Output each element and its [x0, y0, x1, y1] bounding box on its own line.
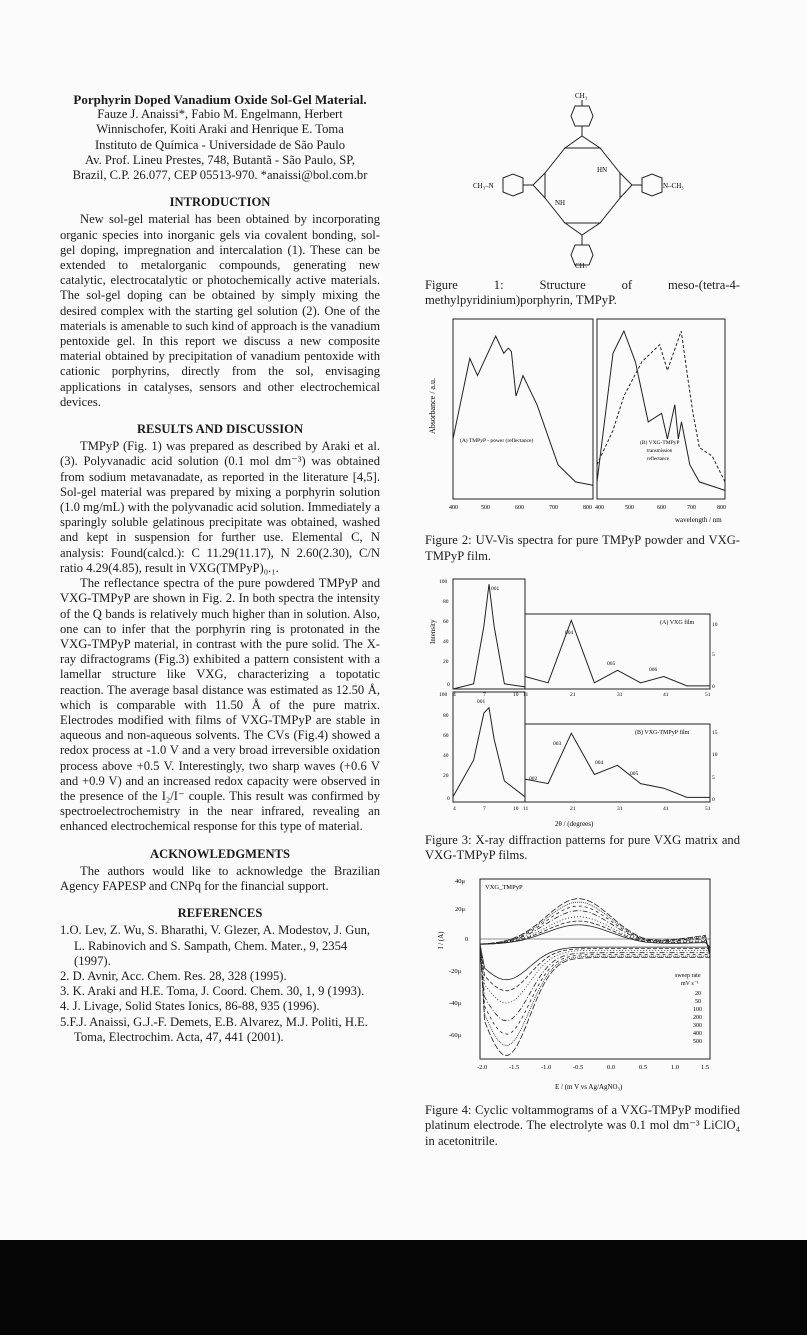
- pyridinium-ring-top: [571, 106, 593, 126]
- cv-xtick: 1.0: [671, 1064, 680, 1072]
- reference-list: [60, 923, 380, 1045]
- authors-line-2: Winnischofer, Koiti Araki and Henrique E. Toma: [96, 122, 344, 137]
- ack-text: The authors would like to acknowledge the Brazilian Agency FAPESP and CNPq for the financial support.: [60, 863, 380, 893]
- intro-heading: INTRODUCTION: [169, 195, 271, 210]
- xrd-label-a: (A) VXG film: [660, 619, 695, 626]
- xrd-peak-label: 004: [565, 629, 574, 636]
- uv-vis-panel-a-frame: [453, 319, 593, 499]
- cv-xtick: 0.5: [639, 1064, 648, 1072]
- uv-vis-xlabel: wavelength / nm: [675, 516, 722, 525]
- cv-legend-entry: 200: [693, 1015, 702, 1022]
- results-paragraph-2: The reflectance spectra of the pure powdered TMPyP and VXG-TMPyP are shown in Fig. 2. In both spectra the intensity of the Q bands is relatively much higher than in solution. Also, one can to infer that the porphyrin ring is protonated in the VXG-TMPyP material, in contrast with the pure solid. The X-ray difractograms (Fig.3) exhibited a pattern consistent with a lamellar structure like VXG, characterizing a topotatic reaction. The average basal distance was estimated as 12.50 Å, which is comparable with 11.50 Å of the pure matrix. Electrodes modified with films of VXG-TMPyP are stable in aqueous and non-aqueous solvents. The CVs (Fig.4) showed a redox process at -1.0 V and a very broad irreversible oxidation process above +0.5 V. Interestingly, two sharp waves (+0.6 V and +0.9 V) and an increased redox capacity were observed in the presence of the I₂/I⁻ couple. This result was confirmed by spectroelectrochemistry in the near infrared, revealing an enhanced electrochemical response for this type of material.: [60, 576, 380, 834]
- xrd-xtick: 11: [523, 805, 529, 812]
- pyridinium-ring-left: [503, 174, 523, 196]
- uv-vis-xtick: 500: [625, 505, 634, 512]
- cv-ytick: -20μ: [449, 968, 462, 976]
- xrd-xtick: 4: [453, 691, 456, 698]
- figure-2-caption: Figure 2: UV-Vis spectra for pure TMPyP powder and VXG-TMPyP film.: [425, 533, 740, 563]
- methyl-right-label: N–CH₃: [663, 182, 684, 190]
- scan-dark-band: [0, 1240, 807, 1335]
- pyrrole-ring-right: [620, 173, 632, 198]
- xrd-xtick: 4: [453, 805, 456, 812]
- xrd-ytick: 20: [443, 772, 449, 779]
- uv-vis-series-transmission: [597, 331, 725, 490]
- cv-ytick: 20μ: [455, 906, 465, 914]
- refs-heading: REFERENCES: [177, 906, 263, 921]
- xrd-peak-label: 004: [595, 759, 604, 766]
- methyl-bottom-label: CH₃: [575, 262, 588, 268]
- xrd-peak-label: 005: [607, 660, 616, 667]
- xrd-peak-label: 001: [477, 698, 486, 705]
- cv-chart: [425, 869, 740, 1099]
- xrd-peak-label: 005: [630, 770, 639, 777]
- cv-curve-20: [480, 925, 710, 980]
- ack-heading: ACKNOWLEDGMENTS: [150, 846, 290, 861]
- results-paragraph-1: TMPyP (Fig. 1) was prepared as described by Araki et al. (3). Polyvanadic acid solution (0.1 mol dm⁻³) was obtained from sodium metavanadate, as reported in the literature [4,5]. Sol-gel material was prepared by mixing a porphyrin solution (1.0 mg/mL) with the polyvanadic acid solution. Immediately a sparingly soluble gelatinous precipitate was obtained, washed and kept in suspension for further use. Elemental C, N analysis: Found(calcd.): C 11.29(11.17), N 2.60(2.30), C/N ratio 4.29(4.85), result in VXG(TMPyP)₀.₁.: [60, 439, 380, 575]
- results-heading: RESULTS AND DISCUSSION: [136, 422, 304, 437]
- cv-ytick: 0: [465, 936, 469, 944]
- authors-line-1: Fauze J. Anaissi*, Fabio M. Engelmann, Herbert: [97, 107, 343, 122]
- cv-legend-title: sweep rate: [675, 973, 701, 980]
- pyrrole-ring-top: [565, 136, 600, 148]
- cv-xtick: -1.0: [541, 1064, 552, 1072]
- cv-legend-entry: 100: [693, 1007, 702, 1014]
- figure-3-caption: Figure 3: X-ray diffraction patterns for pure VXG matrix and VXG-TMPyP films.: [425, 832, 740, 863]
- affiliation-line-2: Av. Prof. Lineu Prestes, 748, Butantã - São Paulo, SP,: [84, 152, 356, 167]
- reference-item: 2. D. Avnir, Acc. Chem. Res. 28, 328 (1995).: [60, 968, 287, 983]
- xrd-ytick: 80: [443, 712, 449, 719]
- uv-vis-xtick: 700: [549, 505, 558, 512]
- cv-ytick: -40μ: [449, 1000, 462, 1008]
- pyridinium-ring-right: [642, 174, 662, 196]
- cv-legend-entry: 20: [695, 991, 701, 998]
- paper-header: [60, 92, 380, 183]
- xrd-xtick: 41: [663, 805, 669, 812]
- xrd-xtick: 11: [523, 691, 529, 698]
- xrd-ytick: 40: [443, 752, 449, 759]
- cv-legend-entry: 300: [693, 1023, 702, 1030]
- cv-legend-title-units: mV s⁻¹: [681, 981, 699, 988]
- xrd-xtick: 51: [705, 805, 711, 812]
- reference-item: 5.F.J. Anaissi, G.J.-F. Demets, E.B. Alvarez, M.J. Politi, H.E. Toma, Electrochim. Acta, 47, 441 (2001).: [60, 1014, 368, 1044]
- xrd-ytick: 40: [443, 638, 449, 645]
- uv-vis-chart: [425, 314, 740, 529]
- xrd-ytick: 0: [447, 681, 450, 688]
- xrd-inset-ytick: 10: [712, 751, 718, 758]
- xrd-ytick: 0: [447, 795, 450, 802]
- cv-panel-label: VXG_TMPyP: [485, 884, 523, 892]
- cv-curve-300: [480, 906, 710, 1034]
- cv-ylabel: I / (A): [437, 931, 445, 950]
- xrd-ytick: 60: [443, 618, 449, 625]
- right-column: [425, 88, 740, 1149]
- cv-xtick: -2.0: [477, 1064, 488, 1072]
- porphyrin-core-ring: [545, 148, 620, 223]
- uv-vis-xtick: 500: [481, 505, 490, 512]
- xrd-panel-a-main: [453, 579, 525, 689]
- xrd-xtick: 10: [513, 805, 519, 812]
- cv-xtick: 1.5: [701, 1064, 710, 1072]
- xrd-ytick: 60: [443, 732, 449, 739]
- uv-vis-xtick: 800: [717, 505, 726, 512]
- left-column: [60, 92, 380, 1045]
- uv-vis-legend-a: (A) TMPyP - power (reflectance): [460, 438, 534, 445]
- pyrrole-ring-bottom: [565, 223, 600, 235]
- xrd-ytick: 100: [439, 578, 448, 585]
- uv-vis-xtick: 400: [595, 505, 604, 512]
- xrd-xtick: 31: [617, 691, 623, 698]
- figure-4-caption: Figure 4: Cyclic voltammograms of a VXG-TMPyP modified platinum electrode. The electrolyte was 0.1 mol dm⁻³ LiClO₄ in acetonitrile.: [425, 1103, 740, 1148]
- uv-vis-x-ticks: [449, 505, 726, 511]
- xrd-inset-y-ticks: [712, 622, 718, 803]
- xrd-ytick: 20: [443, 658, 449, 665]
- intro-text: New sol-gel material has been obtained by incorporating organic species into inorganic gels via covalent bonding, sol-gel doping, impregnation and intercalation (1). These can be extended to metalorganic compounds, generating new catalytic, electrocatalytic or photochemically active materials. The sol-gel doping can be obtained by simply mixing the desired complex with the starting gel solution (2). One of the materials is amenable to such kind of approach is the vanadium pentoxide gel. In this report we discuss a new composite material obtained by precipitation of vanadium pentoxide with cationic porphyrins, directly from the sol, envisaging applications in catalyses, sensors and other electrochemical devices.: [60, 212, 380, 409]
- xrd-chart: [425, 574, 740, 829]
- xrd-label-b: (B) VXG-TMPyP film: [635, 729, 690, 736]
- xrd-inset-ytick: 5: [712, 774, 715, 781]
- xrd-xtick: 21: [570, 691, 576, 698]
- xrd-series-a-inset: [525, 620, 710, 686]
- uv-vis-xtick: 400: [449, 505, 458, 512]
- xrd-ylabel: Intensity: [429, 619, 437, 644]
- xrd-inset-ytick: 0: [712, 683, 715, 690]
- cv-xlabel: E / (m V vs Ag/AgNO₃): [555, 1083, 623, 1092]
- xrd-xtick: 41: [663, 691, 669, 698]
- uv-vis-xtick: 600: [515, 505, 524, 512]
- xrd-xlabel: 2θ / (degrees): [555, 819, 594, 828]
- affiliation-line-1: Instituto de Química - Universidade de São Paulo: [94, 137, 346, 152]
- xrd-xtick: 31: [617, 805, 623, 812]
- xrd-ytick: 100: [439, 691, 448, 698]
- affiliation-line-3: Brazil, C.P. 26.077, CEP 05513-970. *anaissi@bol.com.br: [72, 168, 368, 183]
- cv-frame: [480, 879, 710, 1059]
- cv-legend-entry: 500: [693, 1039, 702, 1046]
- cv-ytick: 40μ: [455, 878, 465, 886]
- uv-vis-ylabel: Absorbance / a.u.: [428, 378, 437, 435]
- uv-vis-legend-b-reflectance: reflectance: [647, 457, 669, 463]
- cv-x-ticks: [477, 1064, 709, 1071]
- pyrrole-ring-left: [533, 173, 545, 198]
- xrd-xtick: 10: [513, 691, 519, 698]
- cv-curve-100: [480, 917, 710, 1006]
- xrd-inset-ytick: 10: [712, 621, 718, 628]
- xrd-series-a: [453, 584, 525, 689]
- uv-vis-series-a: [453, 337, 593, 486]
- xrd-series-b: [453, 708, 525, 797]
- cv-legend-entry: 50: [695, 999, 701, 1006]
- xrd-xtick: 21: [570, 805, 576, 812]
- xrd-peak-label: 002: [529, 775, 538, 782]
- xrd-inset-ytick: 5: [712, 651, 715, 658]
- reference-item: 1.O. Lev, Z. Wu, S. Bharathi, V. Glezer, A. Modestov, J. Gun, L. Rabinovich and S. Sampath, Chem. Mater., 9, 2354 (1997).: [60, 923, 371, 968]
- xrd-peak-label: 001: [491, 585, 500, 592]
- uv-vis-legend-b-title: (B) VXG-TMPyP: [640, 440, 680, 447]
- reference-item: 3. K. Araki and H.E. Toma, J. Coord. Chem. 30, 1, 9 (1993).: [60, 984, 365, 999]
- methyl-top-label: CH₃: [575, 92, 588, 100]
- reference-item: 4. J. Livage, Solid States Ionics, 86-88, 935 (1996).: [60, 999, 320, 1014]
- paper-title: Porphyrin Doped Vanadium Oxide Sol-Gel Material.: [73, 92, 367, 107]
- cv-ytick: -60μ: [449, 1032, 462, 1040]
- xrd-inset-ytick: 15: [712, 729, 718, 736]
- cv-legend-entry: 400: [693, 1031, 702, 1038]
- uv-vis-xtick: 600: [657, 505, 666, 512]
- xrd-ytick: 80: [443, 598, 449, 605]
- figure-1-caption: Figure 1: Structure of meso-(tetra-4-methylpyridinium)porphyrin, TMPyP.: [425, 278, 740, 308]
- cv-xtick: 0.0: [607, 1064, 616, 1072]
- cv-xtick: -1.5: [509, 1064, 520, 1072]
- xrd-peak-label: 003: [553, 740, 562, 747]
- nh-top-label: HN: [597, 166, 608, 174]
- uv-vis-xtick: 800: [583, 505, 592, 512]
- nh-bottom-label: NH: [555, 199, 566, 207]
- methyl-left-label: CH₃–N: [473, 182, 494, 190]
- xrd-y-ticks: [439, 579, 450, 802]
- xrd-xtick: 51: [705, 691, 711, 698]
- xrd-xtick: 7: [483, 691, 486, 698]
- porphyrin-structure-figure: [425, 88, 740, 268]
- cv-xtick: -0.5: [573, 1064, 584, 1072]
- uv-vis-legend-b-transmission: transmission: [647, 449, 673, 455]
- cv-legend: [693, 991, 702, 1045]
- xrd-xtick: 7: [483, 805, 486, 812]
- uv-vis-xtick: 700: [687, 505, 696, 512]
- cv-y-ticks: [449, 878, 468, 1039]
- xrd-inset-ytick: 0: [712, 796, 715, 803]
- xrd-peak-label: 006: [649, 666, 658, 673]
